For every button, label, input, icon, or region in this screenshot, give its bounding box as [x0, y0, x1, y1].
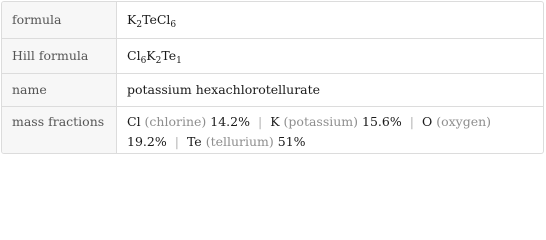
- hill-part: Cl: [127, 48, 141, 63]
- mass-fractions-line-2: [127, 134, 491, 149]
- hill-subscript: 1: [176, 56, 182, 66]
- formula-subscript: 2: [136, 20, 143, 30]
- element-percent: 51%: [277, 134, 306, 149]
- label-cell: [2, 39, 117, 73]
- formula-part: K: [127, 12, 137, 27]
- element-name: (tellurium): [205, 134, 274, 149]
- label-cell: [2, 107, 117, 154]
- hill-formula-label: Hill formula: [12, 48, 89, 63]
- separator: |: [174, 134, 179, 149]
- element-percent: 15.6%: [362, 114, 402, 129]
- element-symbol: Te: [186, 134, 202, 149]
- separator: |: [258, 114, 263, 129]
- row-hill-formula: [2, 38, 543, 73]
- hill-part: K: [146, 48, 156, 63]
- hill-part: Te: [161, 48, 177, 63]
- properties-table: [1, 1, 544, 154]
- formula-value: [127, 12, 177, 30]
- label-cell: [2, 74, 117, 106]
- row-name: [2, 73, 543, 106]
- hill-subscript: 6: [140, 56, 147, 66]
- element-symbol: Cl: [127, 114, 141, 129]
- hill-formula-value: [127, 48, 182, 66]
- formula-part: TeCl: [142, 12, 171, 27]
- element-name: (potassium): [283, 114, 359, 129]
- element-percent: 19.2%: [127, 134, 167, 149]
- mass-fractions-label: mass fractions: [12, 114, 105, 129]
- element-symbol: K: [270, 114, 280, 129]
- element-symbol: O: [421, 114, 433, 129]
- element-percent: 14.2%: [210, 114, 250, 129]
- row-mass-fractions: [2, 106, 543, 154]
- hill-subscript: 2: [155, 56, 162, 66]
- name-value: potassium hexachlorotellurate: [127, 82, 321, 97]
- mass-fractions-value: [127, 114, 491, 149]
- element-name: (oxygen): [436, 114, 492, 129]
- label-cell: [2, 2, 117, 38]
- element-name: (chlorine): [144, 114, 207, 129]
- formula-subscript: 6: [170, 20, 177, 30]
- name-label: name: [12, 82, 47, 97]
- separator: |: [409, 114, 414, 129]
- row-formula: [2, 2, 543, 38]
- formula-label: formula: [12, 12, 62, 27]
- mass-fractions-line-1: [127, 114, 491, 129]
